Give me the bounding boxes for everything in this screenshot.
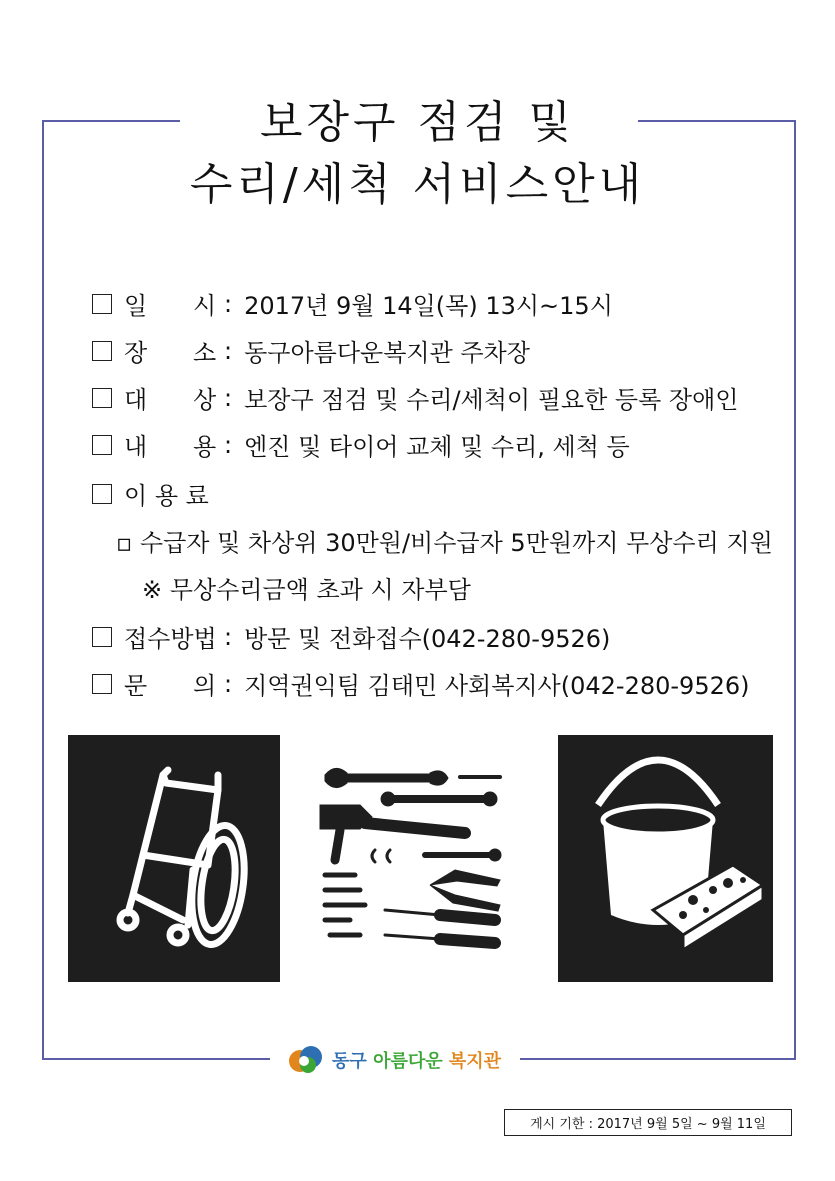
bucket-sponge-icon — [558, 735, 773, 982]
logo-text — [332, 1047, 501, 1073]
colon: : — [224, 669, 233, 698]
posting-period-notice: 게시 기한 : 2017년 9월 5일 ~ 9월 11일 — [504, 1109, 792, 1136]
info-row-date — [92, 286, 613, 321]
logo-text-part3: 복지관 — [448, 1051, 502, 1072]
title-line-2: 수리/세척 서비스안내 — [189, 159, 646, 210]
colon: : — [224, 622, 233, 651]
info-value: 2017년 9월 14일(목) 13시~15시 — [244, 292, 613, 320]
checkbox-icon — [92, 484, 112, 504]
tools-image — [310, 755, 520, 955]
info-row-place — [92, 333, 530, 368]
checkbox-icon — [92, 341, 112, 361]
colon: : — [224, 383, 233, 412]
colon: : — [224, 430, 233, 459]
info-label: 문 의 — [124, 672, 217, 700]
info-row-target — [92, 380, 738, 415]
colon: : — [224, 289, 233, 318]
checkbox-icon — [92, 294, 112, 314]
wheelchair-icon — [68, 735, 280, 982]
checkbox-icon — [92, 435, 112, 455]
wheelchair-image — [68, 735, 280, 982]
info-label: 접수방법 — [124, 625, 217, 653]
info-row-apply — [92, 619, 610, 654]
info-value: 방문 및 전화접수(042-280-9526) — [244, 625, 611, 653]
tools-icon — [310, 755, 520, 955]
info-row-content — [92, 427, 630, 462]
bucket-image — [558, 735, 773, 982]
info-label: 대 상 — [124, 386, 217, 414]
info-label: 장 소 — [124, 339, 217, 367]
logo-text-part2: 아름다운 — [373, 1051, 443, 1072]
title-line-1: 보장구 점검 및 — [260, 97, 575, 148]
info-label: 내 용 — [124, 433, 217, 461]
checkbox-icon — [92, 674, 112, 694]
fee-note: ※ 무상수리금액 초과 시 자부담 — [142, 576, 471, 604]
organization-logo — [286, 1043, 501, 1077]
info-value: 엔진 및 타이어 교체 및 수리, 세척 등 — [244, 433, 630, 461]
checkbox-icon — [92, 627, 112, 647]
info-value: 보장구 점검 및 수리/세척이 필요한 등록 장애인 — [244, 386, 739, 414]
checkbox-icon — [92, 388, 112, 408]
info-label: 일 시 — [124, 292, 217, 320]
logo-text-part1: 동구 — [332, 1051, 367, 1072]
info-row-contact — [92, 666, 750, 701]
info-value: 지역권익팀 김태민 사회복지사(042-280-9526) — [244, 672, 750, 700]
info-value: 동구아름다운복지관 주차장 — [244, 339, 530, 367]
fee-detail: ▫ 수급자 및 차상위 30만원/비수급자 5만원까지 무상수리 지원 — [116, 529, 773, 557]
info-label: 이 용 료 — [124, 482, 209, 510]
info-row-fee — [92, 476, 224, 511]
colon: : — [224, 336, 233, 365]
logo-icon — [286, 1043, 326, 1077]
